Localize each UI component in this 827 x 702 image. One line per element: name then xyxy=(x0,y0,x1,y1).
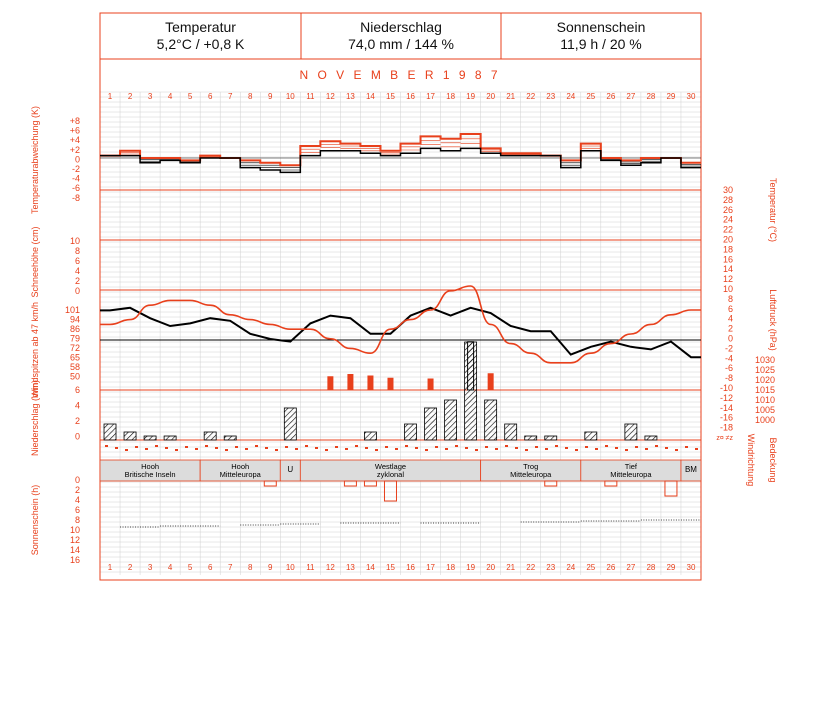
weather-type-label: Hooh xyxy=(141,462,160,471)
day-label-top: 21 xyxy=(506,92,516,101)
day-label-bottom: 24 xyxy=(566,563,576,572)
wind-gust-bar xyxy=(488,373,494,390)
day-label-bottom: 15 xyxy=(386,563,395,572)
day-label-top: 14 xyxy=(365,92,375,101)
day-label-top: 12 xyxy=(325,92,335,101)
winddir-dot xyxy=(375,449,378,451)
day-label-top: 28 xyxy=(646,92,656,101)
temp-dev-tick: -2 xyxy=(71,164,80,174)
precip-bar xyxy=(545,436,557,440)
winddir-dot xyxy=(105,445,108,447)
winddir-dot xyxy=(435,446,438,448)
winddir-dot xyxy=(115,447,118,449)
day-label-top: 19 xyxy=(466,92,476,101)
temp-right-tick: 6 xyxy=(727,303,733,314)
sun-tick: 16 xyxy=(69,555,80,565)
precip-bar xyxy=(144,436,156,440)
left-axis-label: Sonnenschein (h) xyxy=(30,484,40,556)
left-axis-label: Windspitzen ab 47 km/h xyxy=(30,301,40,399)
winddir-dot xyxy=(145,448,148,450)
day-label-top: 25 xyxy=(586,92,596,101)
sun-tick: 14 xyxy=(69,545,80,555)
snow-tick: 4 xyxy=(74,266,80,276)
winddir-dot xyxy=(655,445,658,447)
winddir-dot xyxy=(205,445,208,447)
weather-type-label: Britische Inseln xyxy=(124,470,176,479)
winddir-dot xyxy=(325,449,328,451)
day-label-top: 26 xyxy=(606,92,616,101)
temp-right-tick: 0 xyxy=(727,333,733,344)
temp-right-tick: 16 xyxy=(722,254,733,265)
temp-right-tick: -6 xyxy=(724,363,733,374)
temp-dev-tick: -6 xyxy=(71,183,80,194)
winddir-dot xyxy=(585,446,588,448)
right-axis-label: Temperatur (°C) xyxy=(768,177,778,243)
day-label-top: 17 xyxy=(426,92,436,101)
temp-right-tick: 12 xyxy=(722,274,733,285)
snow-tick: 0 xyxy=(74,286,80,296)
day-label-bottom: 23 xyxy=(546,563,556,572)
weather-type-label: Mitteleuropa xyxy=(510,470,552,479)
temp-dev-tick: +8 xyxy=(69,116,80,126)
winddir-dot xyxy=(465,447,468,449)
header-precipitation-title: Niederschlag xyxy=(360,19,442,35)
day-label-bottom: 21 xyxy=(506,563,516,572)
header-precipitation-value: 74,0 mm / 144 % xyxy=(348,36,454,52)
winddir-dot xyxy=(155,445,158,447)
day-label-bottom: 20 xyxy=(486,563,496,572)
winddir-dot xyxy=(625,449,628,451)
weather-type-label: Tief xyxy=(624,462,638,471)
sun-tick: 4 xyxy=(74,495,80,505)
temp-right-tick: 2 xyxy=(727,323,733,334)
temp-dev-tick: 0 xyxy=(74,154,80,165)
right-axis-label: Luftdruck (hPa) xyxy=(768,289,778,351)
winddir-dot xyxy=(265,447,268,449)
precip-bar xyxy=(124,432,136,440)
day-label-top: 24 xyxy=(566,92,576,101)
temp-right-tick: 24 xyxy=(722,214,733,225)
weather-type-label: Hooh xyxy=(231,462,250,471)
wind-tick: 72 xyxy=(69,343,80,353)
winddir-dot xyxy=(675,449,678,451)
winddir-dot xyxy=(295,448,298,450)
wind-tick: 94 xyxy=(69,314,80,325)
day-label-top: 30 xyxy=(686,92,696,101)
day-label-top: 27 xyxy=(626,92,636,101)
winddir-dot xyxy=(405,445,408,447)
day-label-bottom: 9 xyxy=(268,563,273,572)
temp-right-tick: 4 xyxy=(727,313,733,324)
winddir-dot xyxy=(615,447,618,449)
temp-right-tick: -2 xyxy=(724,343,733,354)
day-label-bottom: 2 xyxy=(127,563,133,572)
left-axis-label: Schneehöhe (cm) xyxy=(30,226,40,298)
day-label-bottom: 30 xyxy=(686,563,696,572)
precip-bar xyxy=(405,424,417,440)
temp-right-tick: 26 xyxy=(722,204,733,215)
temp-right-tick: 18 xyxy=(722,244,733,255)
precip-bar xyxy=(585,432,597,440)
winddir-dot xyxy=(355,445,358,447)
weather-type-label: Westlage xyxy=(374,462,407,471)
day-label-top: 4 xyxy=(167,92,173,101)
winddir-dot xyxy=(385,446,388,448)
winddir-dot xyxy=(565,447,568,449)
pressure-tick: 1015 xyxy=(754,385,775,395)
header-temperature-title: Temperatur xyxy=(165,19,236,35)
weather-type-label: Mitteleuropa xyxy=(219,470,261,479)
sun-tick: 0 xyxy=(74,475,80,485)
weather-type-label: Mitteleuropa xyxy=(610,470,652,479)
precip-tick: 0 xyxy=(74,431,80,442)
day-label-bottom: 11 xyxy=(306,563,315,572)
pressure-tick: 1000 xyxy=(754,415,775,425)
day-label-top: 22 xyxy=(526,92,536,101)
precip-bar xyxy=(364,432,376,440)
winddir-dot xyxy=(545,448,548,450)
precip-bar xyxy=(645,436,657,440)
precip-bar xyxy=(224,436,236,440)
left-axis-label: Niederschlag (mm) xyxy=(30,379,40,457)
day-label-top: 5 xyxy=(187,92,193,101)
snow-tick: 2 xyxy=(74,276,80,286)
day-label-bottom: 16 xyxy=(406,563,415,572)
day-label-bottom: 12 xyxy=(325,563,335,572)
day-label-top: 13 xyxy=(345,92,355,101)
day-label-bottom: 10 xyxy=(285,563,295,572)
day-label-bottom: 18 xyxy=(446,563,456,572)
temp-right-tick: 22 xyxy=(722,224,733,235)
wind-gust-bar xyxy=(387,378,393,390)
wind-tick: 79 xyxy=(69,333,80,344)
precip-bar xyxy=(445,400,457,440)
precip-bar xyxy=(625,424,637,440)
temp-dev-tick: +2 xyxy=(69,144,80,155)
temp-right-tick: 30 xyxy=(722,185,733,195)
day-label-bottom: 26 xyxy=(606,563,616,572)
temp-right-tick: 8 xyxy=(727,293,733,304)
winddir-dot xyxy=(485,446,488,448)
winddir-dot xyxy=(125,449,128,451)
sun-tick: 2 xyxy=(74,485,80,495)
pressure-tick: 1030 xyxy=(754,355,775,365)
snow-tick: 6 xyxy=(74,256,80,266)
temp-right-tick: -8 xyxy=(724,373,733,384)
wind-tick: 65 xyxy=(69,352,80,363)
day-label-top: 11 xyxy=(306,92,315,101)
header-sunshine-value: 11,9 h / 20 % xyxy=(560,36,642,52)
pressure-tick: 1025 xyxy=(754,365,775,375)
day-label-top: 7 xyxy=(227,92,233,101)
header-temperature-value: 5,2°C / +0,8 K xyxy=(156,36,245,52)
pressure-tick: 1005 xyxy=(754,405,775,415)
sun-tick: 6 xyxy=(74,505,80,515)
winddir-dot xyxy=(685,446,688,448)
weather-type-label: BM xyxy=(684,465,697,474)
precip-tick: 4 xyxy=(74,400,80,411)
temp-right-tick: -14 xyxy=(719,402,733,413)
winddir-dot xyxy=(455,445,458,447)
day-label-bottom: 4 xyxy=(167,563,173,572)
precip-bar xyxy=(164,436,176,440)
winddir-dot xyxy=(225,449,228,451)
winddir-dot xyxy=(605,445,608,447)
day-label-top: 9 xyxy=(268,92,273,101)
day-label-top: 10 xyxy=(285,92,295,101)
winddir-dot xyxy=(665,447,668,449)
winddir-dot xyxy=(525,449,528,451)
precip-bar xyxy=(525,436,537,440)
winddir-tick: z¤ ≠z xyxy=(716,435,733,442)
temp-right-tick: 10 xyxy=(722,284,733,294)
day-label-top: 8 xyxy=(248,92,253,101)
winddir-dot xyxy=(535,446,538,448)
wind-gust-bar xyxy=(347,374,353,390)
day-label-top: 3 xyxy=(147,92,153,101)
wind-tick: 50 xyxy=(69,371,80,382)
winddir-dot xyxy=(235,446,238,448)
winddir-dot xyxy=(245,448,248,450)
precip-tick: 6 xyxy=(74,385,80,395)
day-label-bottom: 13 xyxy=(345,563,355,572)
winddir-dot xyxy=(335,446,338,448)
wind-tick: 58 xyxy=(69,362,80,372)
day-label-bottom: 17 xyxy=(426,563,436,572)
precip-bar xyxy=(204,432,216,440)
temp-dev-tick: -4 xyxy=(71,173,80,184)
day-label-bottom: 28 xyxy=(646,563,656,572)
winddir-dot xyxy=(445,448,448,450)
temp-right-tick: 14 xyxy=(722,264,733,275)
winddir-dot xyxy=(135,446,138,448)
winddir-dot xyxy=(695,448,698,450)
precip-bar xyxy=(465,342,477,440)
winddir-dot xyxy=(595,448,598,450)
sun-tick: 10 xyxy=(69,525,80,535)
wind-gust-bar xyxy=(428,379,434,391)
winddir-dot xyxy=(195,448,198,450)
day-label-bottom: 1 xyxy=(107,563,113,572)
temp-dev-tick: -8 xyxy=(71,192,80,203)
wind-gust-bar xyxy=(327,376,333,390)
day-label-bottom: 5 xyxy=(187,563,193,572)
temp-dev-tick: +4 xyxy=(69,135,80,146)
winddir-dot xyxy=(395,448,398,450)
winddir-dot xyxy=(415,447,418,449)
pressure-tick: 1020 xyxy=(754,375,775,385)
weather-type-label: zyklonal xyxy=(376,470,405,479)
winddir-dot xyxy=(575,449,578,451)
winddir-dot xyxy=(175,449,178,451)
winddir-dot xyxy=(515,447,518,449)
day-label-bottom: 14 xyxy=(365,563,375,572)
day-label-bottom: 7 xyxy=(227,563,233,572)
snow-tick: 8 xyxy=(74,246,80,256)
day-label-bottom: 19 xyxy=(466,563,476,572)
weather-type-label: Trog xyxy=(523,462,539,471)
day-label-top: 23 xyxy=(546,92,556,101)
winddir-dot xyxy=(285,446,288,448)
day-label-top: 1 xyxy=(107,92,113,101)
day-label-bottom: 3 xyxy=(147,563,153,572)
winddir-dot xyxy=(365,447,368,449)
winddir-dot xyxy=(185,446,188,448)
day-label-bottom: 8 xyxy=(248,563,253,572)
temp-right-tick: -4 xyxy=(724,353,733,364)
winddir-dot xyxy=(215,447,218,449)
temp-right-tick: -12 xyxy=(719,392,733,403)
day-label-bottom: 27 xyxy=(626,563,636,572)
winddir-dot xyxy=(635,446,638,448)
temp-right-tick: -18 xyxy=(719,422,733,433)
temp-right-tick: -10 xyxy=(719,383,733,393)
winddir-dot xyxy=(255,445,258,447)
day-label-top: 16 xyxy=(406,92,415,101)
day-label-bottom: 29 xyxy=(666,563,676,572)
winddir-dot xyxy=(505,445,508,447)
winddir-dot xyxy=(555,445,558,447)
day-label-top: 20 xyxy=(486,92,496,101)
precip-bar xyxy=(505,424,517,440)
wind-gust-bar xyxy=(367,376,373,391)
temp-right-tick: 20 xyxy=(722,234,733,245)
right-axis-label: Windrichtung xyxy=(746,433,756,487)
precip-bar xyxy=(104,424,116,440)
sun-tick: 12 xyxy=(69,535,80,545)
sunshine-bar xyxy=(384,481,396,501)
weather-type-label: U xyxy=(287,465,294,474)
day-label-top: 15 xyxy=(386,92,395,101)
precip-bar xyxy=(425,408,437,440)
winddir-dot xyxy=(345,448,348,450)
wind-tick: 86 xyxy=(69,324,80,334)
day-label-top: 6 xyxy=(207,92,213,101)
sun-tick: 8 xyxy=(74,515,80,525)
right-axis-label: Bedeckung xyxy=(768,437,778,483)
precip-tick: 2 xyxy=(74,416,80,426)
temp-right-tick: 28 xyxy=(722,194,733,205)
precip-bar xyxy=(284,408,296,440)
winddir-dot xyxy=(165,447,168,449)
sunshine-bar xyxy=(665,481,677,496)
snow-tick: 10 xyxy=(69,236,80,246)
winddir-dot xyxy=(475,449,478,451)
day-label-top: 18 xyxy=(446,92,456,101)
wind-tick: 101 xyxy=(64,305,80,315)
day-label-top: 2 xyxy=(127,92,133,101)
header-sunshine-title: Sonnenschein xyxy=(556,19,646,35)
winddir-dot xyxy=(645,448,648,450)
winddir-dot xyxy=(275,449,278,451)
month-title: N O V E M B E R 1 9 8 7 xyxy=(299,68,501,82)
day-label-bottom: 22 xyxy=(526,563,536,572)
temp-dev-tick: +6 xyxy=(69,125,80,136)
winddir-dot xyxy=(425,449,428,451)
day-label-top: 29 xyxy=(666,92,676,101)
temp-right-tick: -16 xyxy=(719,412,733,423)
precip-bar xyxy=(485,400,497,440)
pressure-tick: 1010 xyxy=(754,395,775,405)
day-label-bottom: 25 xyxy=(586,563,596,572)
left-axis-label: Temperaturabweichung (K) xyxy=(30,105,40,215)
winddir-dot xyxy=(315,447,318,449)
winddir-dot xyxy=(305,445,308,447)
day-label-bottom: 6 xyxy=(207,563,213,572)
winddir-dot xyxy=(495,448,498,450)
